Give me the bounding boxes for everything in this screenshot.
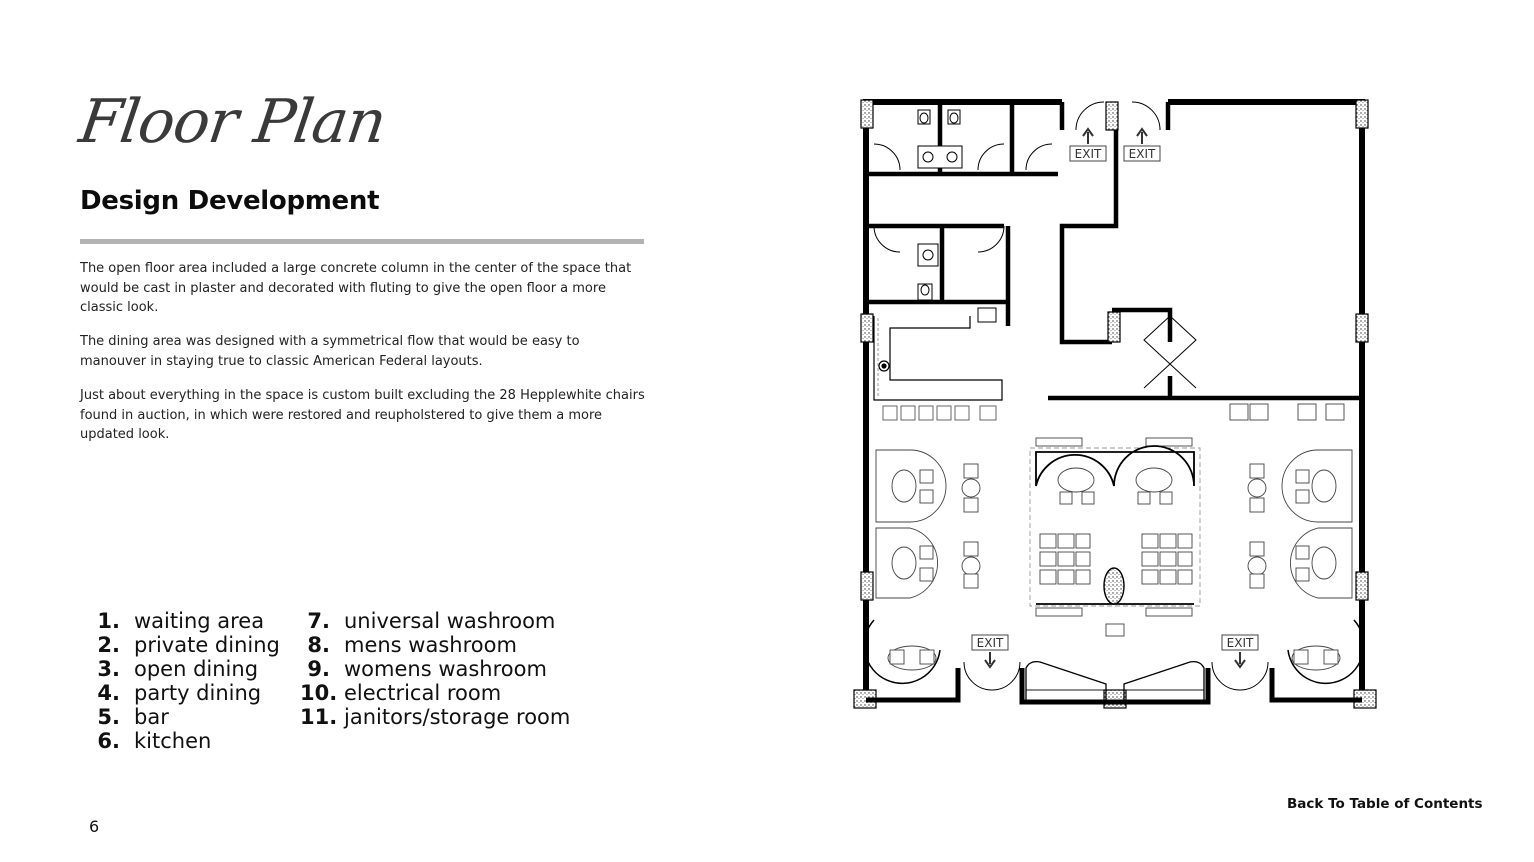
exit-sign-label: EXIT — [976, 636, 1004, 650]
legend-item: 7. universal washroom — [307, 609, 556, 633]
paragraph-3: Just about everything in the space is custom built excluding the 28 Hepplewhite chairs found in auction, in which were restored and reupholstered to give them a more updated look. — [80, 388, 645, 442]
room-legend-right — [300, 609, 570, 729]
legend-item: 6. kitchen — [97, 729, 212, 753]
floor-plan-drawing — [850, 96, 1380, 716]
room-legend-left — [96, 609, 280, 753]
bar-counter — [874, 316, 1002, 400]
paragraph-1: The open floor area included a large concrete column in the center of the space that would be cast in plaster and decorated with fluting to give the open floor a more classic look. — [80, 261, 632, 315]
paragraph-2: The dining area was designed with a symmetrical flow that would be easy to manouver in staying true to classic American Federal layouts. — [80, 334, 580, 369]
exit-sign-label: EXIT — [1226, 636, 1254, 650]
legend-item: 10. electrical room — [300, 681, 502, 705]
page-number: 6 — [89, 817, 100, 836]
legend-item: 5. bar — [97, 705, 169, 729]
page-title: Floor Plan — [75, 87, 390, 157]
legend-item: 3. open dining — [97, 657, 259, 681]
legend-item: 2. private dining — [97, 633, 280, 657]
exit-sign-label: EXIT — [1074, 147, 1102, 161]
bar-stools — [883, 406, 996, 420]
washroom-fixtures — [918, 110, 996, 322]
private-dining-room — [1030, 438, 1200, 636]
exit-sign-label: EXIT — [1128, 147, 1156, 161]
legend-item: 11. janitors/storage room — [300, 705, 571, 729]
legend-item: 9. womens washroom — [307, 657, 547, 681]
legend-item: 1. waiting area — [97, 609, 265, 633]
section-subtitle: Design Development — [80, 186, 380, 216]
legend-item: 8. mens washroom — [307, 633, 517, 657]
divider — [80, 239, 644, 244]
back-to-toc-link[interactable]: Back To Table of Contents — [1287, 796, 1483, 812]
legend-item: 4. party dining — [97, 681, 262, 705]
